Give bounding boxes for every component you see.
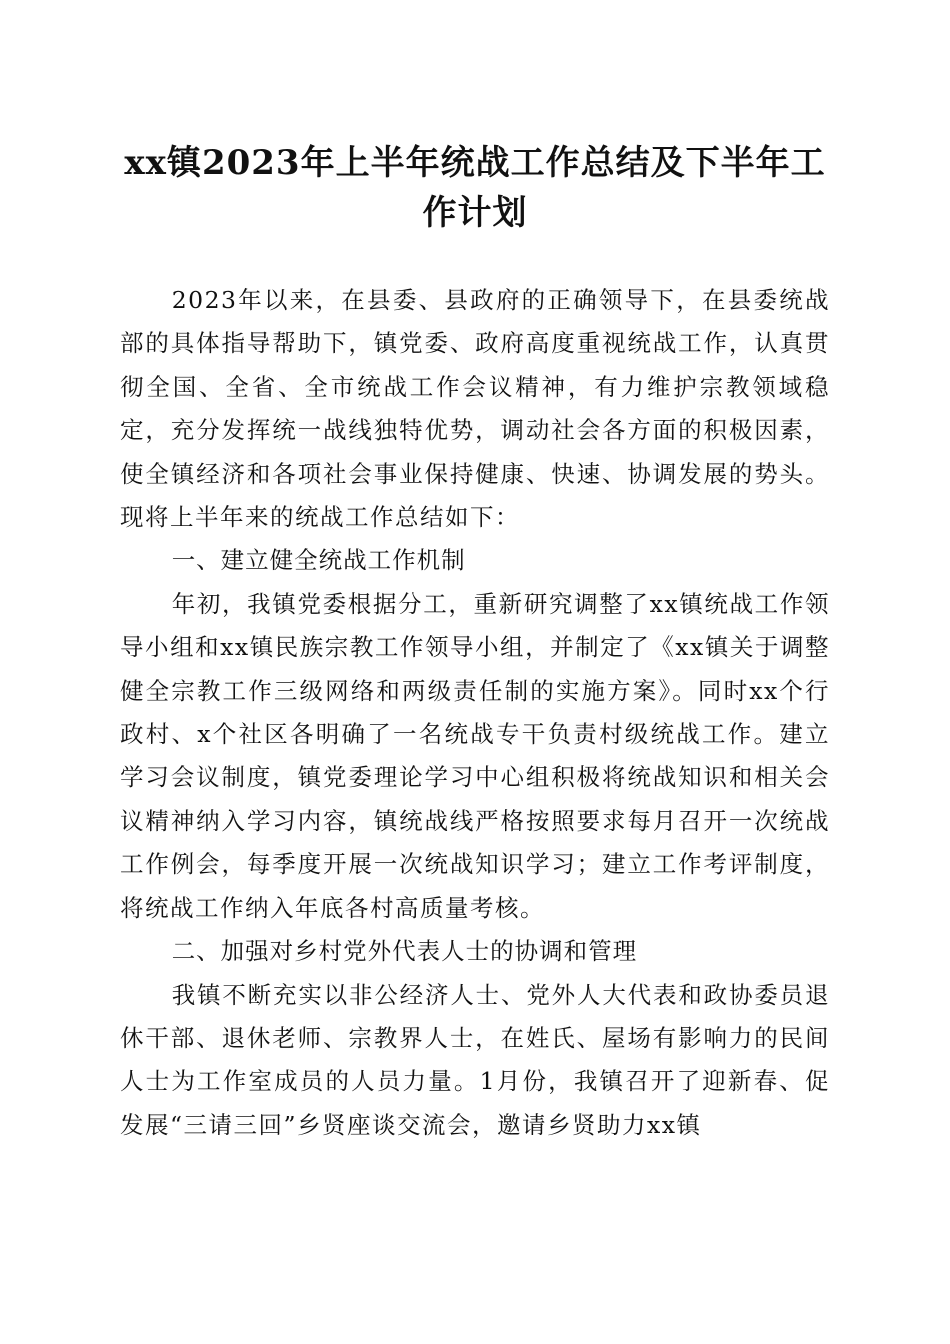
document-title: xx镇2023年上半年统战工作总结及下半年工作计划 xyxy=(124,143,826,233)
section-1-heading: 一、建立健全统战工作机制 xyxy=(171,546,466,575)
document-body xyxy=(120,279,830,1147)
section-2-heading: 二、加强对乡村党外代表人士的协调和管理 xyxy=(171,937,638,966)
section-2-paragraph: 我镇不断充实以非公经济人士、党外人大代表和政协委员退休干部、退休老师、宗教界人士，在姓氏、屋场有影响力的民间人士为工作室成员的人员力量。1月份，我镇召开了迎新春、促发展“三请三回”乡贤座谈交流会，邀请乡贤助力xx镇 xyxy=(120,980,830,1139)
intro-paragraph: 2023年以来，在县委、县政府的正确领导下，在县委统战部的具体指导帮助下，镇党委、政府高度重视统战工作，认真贯彻全国、全省、全市统战工作会议精神，有力维护宗教领域稳定，充分发挥统一战线独特优势，调动社会各方面的积极因素，使全镇经济和各项社会事业保持健康、快速、协调发展的势头。现将上半年来的统战工作总结如下： xyxy=(120,286,830,532)
section-1-paragraph: 年初，我镇党委根据分工，重新研究调整了xx镇统战工作领导小组和xx镇民族宗教工作领导小组，并制定了《xx镇关于调整健全宗教工作三级网络和两级责任制的实施方案》。同时xx个行政村、x个社区各明确了一名统战专干负责村级统战工作。建立学习会议制度，镇党委理论学习中心组积极将统战知识和相关会议精神纳入学习内容，镇统战线严格按照要求每月召开一次统战工作例会，每季度开展一次统战知识学习；建立工作考评制度，将统战工作纳入年底各村高质量考核。 xyxy=(120,589,830,922)
